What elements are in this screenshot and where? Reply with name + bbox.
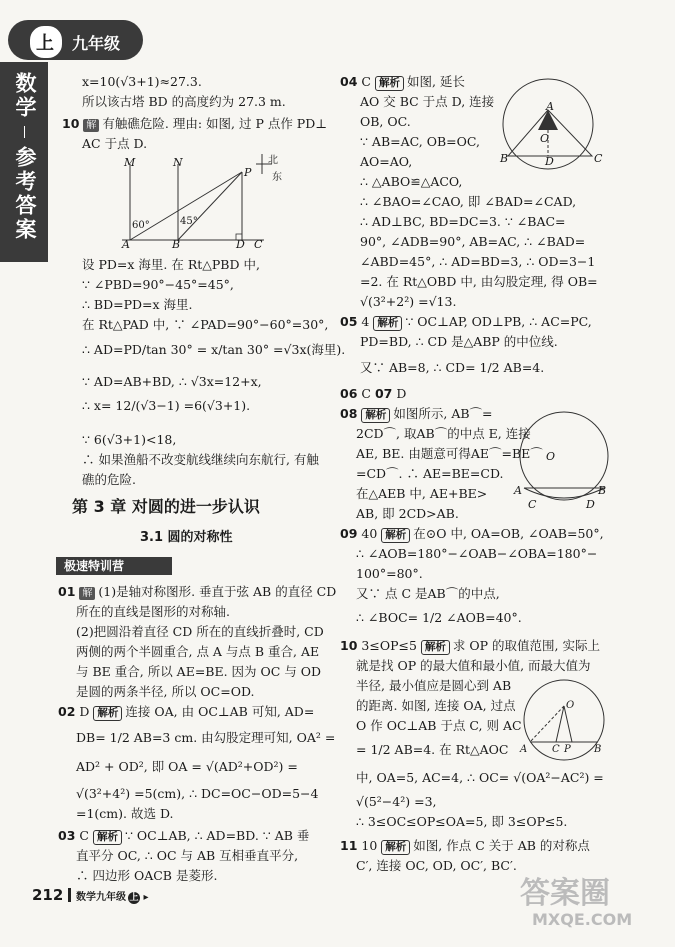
text-line: √(3²+4²) =5(cm), ∴ DC=OC−OD=5−4 [76, 786, 319, 801]
fig-label: O [540, 132, 550, 145]
fig-label: B [594, 744, 602, 755]
text-line: 两侧的两个半圆重合, 点 A 与点 B 重合, AE [76, 644, 320, 659]
text-line: 如图, 延长 [406, 74, 465, 89]
text-line: 连接 OA, 由 OC⊥AB 可知, AD= [125, 704, 315, 719]
answer: D [396, 386, 407, 401]
text-line: O 作 OC⊥AB 于点 C, 则 AC [356, 718, 522, 733]
fig08-circle [518, 404, 610, 508]
text-line: ∵ 6(√3+1)<18, [82, 432, 177, 447]
training-banner: 极速特训营 [56, 557, 172, 575]
problem-number: 07 [374, 386, 393, 401]
watermark-url: MXQE.COM [532, 910, 633, 929]
text-line: (2)把圆沿着直径 CD 所在的直线折叠时, CD [76, 624, 324, 639]
problem-01 [58, 582, 336, 602]
problem-number: 04 [340, 74, 358, 89]
fig-label: 45° [180, 216, 198, 227]
fig-label: M [124, 156, 136, 169]
text-line: 半径, 最小值应是圆心到 AB [356, 678, 512, 693]
grade-badge: 上 [36, 33, 54, 54]
problem-number: 10 [340, 638, 358, 653]
text-line: 如图, 作点 C 关于 AB 的对称点 [413, 838, 590, 853]
problem-04 [340, 72, 465, 92]
sidebar-divider [24, 126, 25, 138]
fig-label: N [173, 156, 183, 169]
text-line: 求 OP 的取值范围, 实际上 [452, 638, 600, 653]
footer-bar [68, 888, 71, 902]
jiexi-tag: 解析 [375, 76, 404, 91]
answer: 4 [361, 314, 370, 329]
answer: 3≤OP≤5 [361, 638, 417, 653]
arrow-icon: ▸ [143, 892, 149, 903]
fig-label: B [598, 484, 607, 497]
text-line: 又∵ 点 C 是AB⌒的中点, [356, 586, 500, 601]
text-line: ∵ OC⊥AB, ∴ AD=BD. ∵ AB 垂 [124, 828, 310, 843]
text-line: DB= 1/2 AB=3 cm. 由勾股定理可知, OA² = [76, 730, 336, 745]
problem-number: 06 [340, 386, 358, 401]
fig-label: O [546, 450, 556, 463]
fig-label: B [500, 152, 509, 165]
text-line: OB, OC. [360, 114, 411, 129]
fig-label: D [545, 155, 554, 168]
text-line: =CD⌒. ∴ AE=BE=CD. [356, 466, 504, 481]
text-line: (1)是轴对称图形. 垂直于弦 AB 的直径 CD [98, 584, 337, 599]
fig-label: C [594, 152, 603, 165]
text-line: AO=AO, [360, 154, 413, 169]
jiexi-tag: 解析 [93, 706, 122, 721]
fig-label: C [528, 498, 537, 511]
text-line: 礁的危险. [82, 472, 136, 487]
jiexi-tag: 解析 [421, 640, 450, 655]
ship-figure [112, 152, 292, 252]
text-line: 如图所示, AB⌒= [393, 406, 493, 421]
problem-number: 01 [58, 584, 76, 599]
text-line: 所以该古塔 BD 的高度约为 27.3 m. [82, 94, 286, 109]
jiexi-tag: 解析 [373, 316, 402, 331]
text-line: 就是找 OP 的最大值和最小值, 而最大值为 [356, 658, 591, 673]
text-line: 直平分 OC, ∴ OC 与 AB 互相垂直平分, [76, 848, 299, 863]
text-line: ∴ ∠BOC= 1/2 ∠AOB=40°. [356, 610, 522, 625]
text-line: = 1/2 AB=4. 在 Rt△AOC [356, 742, 509, 757]
fig-label: A [514, 484, 522, 497]
text-line: 在 Rt△PAD 中, ∵ ∠PAD=90°−60°=30°, [82, 317, 329, 332]
fig-label: C [254, 238, 263, 251]
text-line: ∵ AB=AC, OB=OC, [360, 134, 480, 149]
text-line: 有触礁危险. 理由: 如图, 过 P 点作 PD⊥ [102, 116, 327, 131]
jie-tag: 解 [83, 119, 99, 132]
text-line: =2. 在 Rt△OBD 中, 由勾股定理, 得 OB= [360, 274, 598, 289]
problem-11 [340, 836, 590, 856]
fig-label: P [564, 744, 571, 755]
text-line: 设 PD=x 海里. 在 Rt△PBD 中, [82, 257, 260, 272]
text-line: ∵ OC⊥AP, OD⊥PB, ∴ AC=PC, [405, 314, 592, 329]
problem-number: 11 [340, 838, 358, 853]
fig-label: P [244, 166, 252, 179]
jie-tag: 解 [79, 587, 95, 600]
fig-label: A [546, 100, 554, 113]
text-line: 90°, ∠ADB=90°, AB=AC, ∴ ∠BAD= [360, 234, 586, 249]
text-line: C′, 连接 OC, OD, OC′, BC′. [356, 858, 517, 873]
text-line: 又∵ AB=8, ∴ CD= 1/2 AB=4. [360, 360, 545, 375]
text-line: 是圆的两条半径, 所以 OC=OD. [76, 684, 255, 699]
text-line: PD=BD, ∴ CD 是△ABP 的中位线. [360, 334, 558, 349]
text-line: ∠ABD=45°, ∴ AD=BD=3, ∴ OD=3−1 [360, 254, 596, 269]
text-line: 中, OA=5, AC=4, ∴ OC= √(OA²−AC²) = [356, 770, 604, 785]
fig-label: 北 [268, 155, 278, 166]
jiexi-tag: 解析 [381, 528, 410, 543]
answer: C [361, 386, 371, 401]
problem-08 [340, 404, 493, 424]
fig-label: D [586, 498, 595, 511]
footer-brand [76, 888, 149, 904]
problem-number: 02 [58, 704, 76, 719]
text-line: AD² + OD², 即 OA = √(AD²+OD²) = [76, 759, 298, 774]
footer-vol: 上 [129, 893, 139, 903]
chapter-title: 第 3 章 对圆的进一步认识 [72, 497, 260, 516]
fig-label: B [172, 238, 181, 251]
problem-10 [62, 114, 327, 134]
jiexi-tag: 解析 [361, 408, 390, 423]
jiexi-tag: 解析 [381, 840, 410, 855]
text-line: 与 BE 重合, 所以 AE=BE. 因为 OC 与 OD [76, 664, 322, 679]
text-line: √(3²+2²) =√13. [360, 294, 457, 309]
problem-number: 08 [340, 406, 358, 421]
text-line: AE, BE. 由题意可得AE⌒=BE⌒ [356, 446, 543, 461]
problem-03 [58, 826, 309, 846]
jiexi-tag: 解析 [93, 830, 122, 845]
text-line: ∴ 四边形 OACB 是菱形. [76, 868, 218, 883]
answer: C [361, 74, 371, 89]
text-line: =1(cm). 故选 D. [76, 806, 174, 821]
answer: D [79, 704, 90, 719]
section-title: 3.1 圆的对称性 [140, 530, 233, 545]
problem-06-07 [340, 384, 406, 404]
text-line: AC 于点 D. [82, 136, 148, 151]
text-line: AB, 即 2CD>AB. [356, 506, 459, 521]
problem-10b [340, 636, 600, 656]
text-line: ∴ 如果渔船不改变航线继续向东航行, 有触 [82, 452, 319, 467]
fig-label: D [236, 238, 245, 251]
text-line: ∴ ∠AOB=180°−∠OAB−∠OBA=180°− [356, 546, 598, 561]
fig-label: C [552, 744, 560, 755]
fig-label: 东 [272, 172, 282, 183]
fig-label: A [122, 238, 130, 251]
text-line: ∴ BD=PD=x 海里. [82, 297, 193, 312]
text-line: ∴ x= 12/(√3−1) =6(√3+1). [82, 398, 251, 413]
text-line: 所在的直线是图形的对称轴. [76, 604, 230, 619]
text-line: ∴ AD=PD/tan 30° = x/tan 30° =√3x(海里). [82, 342, 346, 357]
problem-09 [340, 524, 604, 544]
footer-brand-text: 数学九年级 [76, 892, 126, 903]
answer: C [79, 828, 89, 843]
text-line: 100°=80°. [356, 566, 423, 581]
text-line: x=10(√3+1)≈27.3. [82, 74, 202, 89]
problem-number: 05 [340, 314, 358, 329]
text-line: √(5²−4²) =3, [356, 794, 437, 809]
problem-02 [58, 702, 314, 722]
text-line: 在△AEB 中, AE+BE> [356, 486, 488, 501]
fig-label: O [566, 700, 575, 711]
text-line: ∴ AD⊥BC, BD=DC=3. ∵ ∠BAC= [360, 214, 566, 229]
text-line: 2CD⌒, 取AB⌒的中点 E, 连接 [356, 426, 531, 441]
watermark-logo: 答案圈 [520, 876, 610, 911]
problem-number: 09 [340, 526, 358, 541]
answer: 40 [361, 526, 378, 541]
problem-number: 10 [62, 116, 80, 131]
text-line: ∵ AD=AB+BD, ∴ √3x=12+x, [82, 374, 262, 389]
text-line: 的距离. 如图, 连接 OA, 过点 [356, 698, 516, 713]
text-line: 在⊙O 中, OA=OB, ∠OAB=50°, [413, 526, 604, 541]
fig-label: A [520, 744, 528, 755]
problem-number: 03 [58, 828, 76, 843]
text-line: AO 交 BC 于点 D, 连接 [360, 94, 495, 109]
text-line: ∴ 3≤OC≤OP≤OA=5, 即 3≤OP≤5. [356, 814, 568, 829]
sidebar-title: 参考答案 [13, 146, 37, 242]
answer: 10 [361, 838, 378, 853]
problem-05 [340, 312, 592, 332]
fig-label: 60° [132, 220, 150, 231]
text-line: ∴ ∠BAO=∠CAO, 即 ∠BAD=∠CAD, [360, 194, 577, 209]
sidebar-subject: 数学 [13, 72, 37, 120]
text-line: ∵ ∠PBD=90°−45°=45°, [82, 277, 234, 292]
text-line: ∴ △ABO≌△ACO, [360, 174, 463, 189]
grade-text: 九年级 [72, 34, 121, 53]
page-number: 212 [32, 886, 64, 904]
